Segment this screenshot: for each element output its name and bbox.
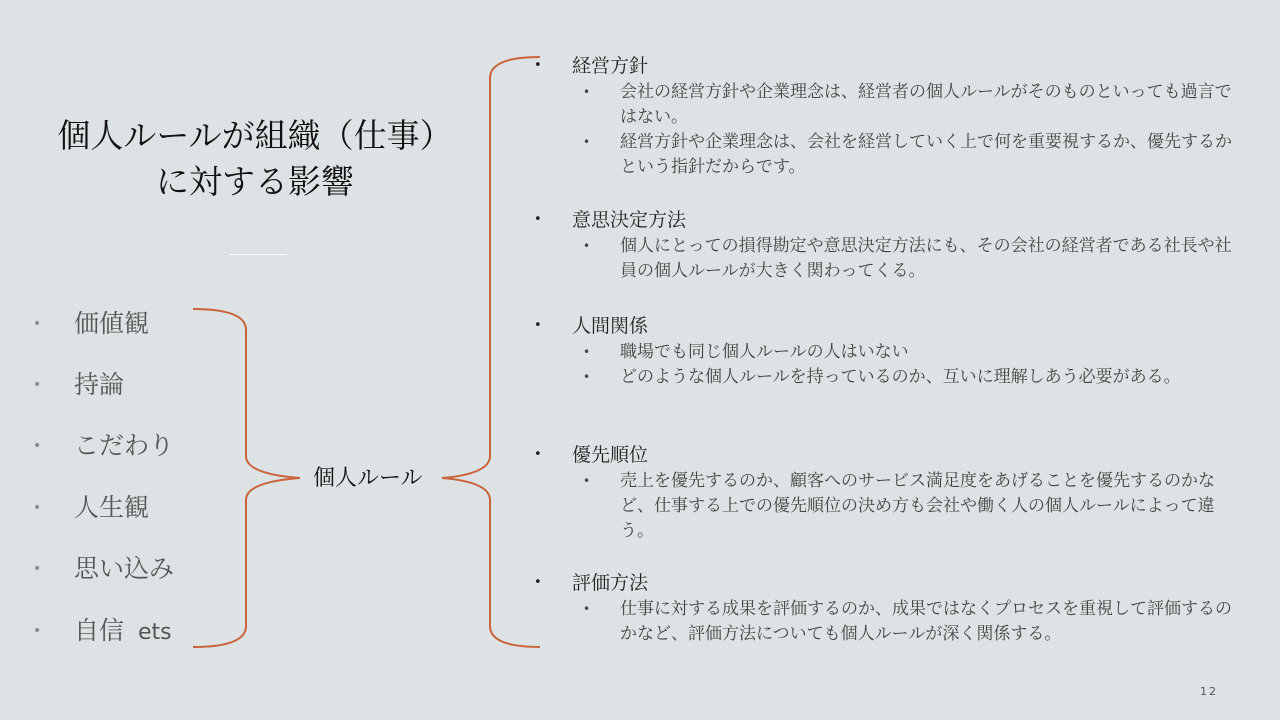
section-point-text: 会社の経営方針や企業理念は、経営者の個人ルールがそのものといっても過言ではない。: [620, 82, 1232, 127]
bullet-icon: •: [534, 318, 542, 333]
section-point: [530, 340, 1250, 365]
section-point: [530, 469, 1250, 544]
section-point: [530, 234, 1250, 284]
bullet-icon: •: [583, 85, 591, 99]
section-evaluation: [530, 569, 1250, 647]
list-item-label: 人生観: [74, 493, 150, 522]
section-point: [530, 597, 1250, 647]
section-point-text: 仕事に対する成果を評価するのか、成果ではなくプロセスを重視して評価するのかなど、評価方法についても個人ルールが深く関係する。: [620, 599, 1232, 644]
left-brace: [193, 309, 300, 647]
section-heading: [530, 206, 1250, 234]
list-item-label: 価値観: [74, 309, 150, 338]
section-point-text: 職場でも同じ個人ルールの人はいない: [620, 342, 909, 362]
bullet-icon: •: [33, 316, 42, 332]
section-heading-text: 評価方法: [572, 572, 649, 594]
section-point-text: 売上を優先するのか、顧客へのサービス満足度をあげることを優先するのかなど、仕事する上での優先順位の決め方も会社や働く人の個人ルールによって違う。: [620, 471, 1215, 541]
section-heading: [530, 569, 1250, 597]
bullet-icon: •: [534, 575, 542, 590]
section-heading-text: 経営方針: [572, 55, 649, 77]
title-line-2: に対する影響: [156, 162, 354, 201]
bullet-icon: •: [534, 447, 542, 462]
section-heading: [530, 312, 1250, 340]
right-brace: [442, 57, 540, 647]
bullet-icon: •: [534, 58, 542, 73]
list-item-extra: ets: [138, 620, 172, 645]
section-heading: [530, 441, 1250, 469]
section-point-text: どのような個人ルールを持っているのか、互いに理解しあう必要がある。: [620, 367, 1181, 387]
list-item-label: 思い込み: [74, 554, 175, 583]
bullet-icon: •: [33, 500, 42, 516]
center-label-personal-rule: 個人ルール: [313, 466, 423, 491]
bullet-icon: •: [33, 561, 42, 577]
section-point-text: 個人にとっての損得勘定や意思決定方法にも、その会社の経営者である社長や社員の個人ルールが大きく関わってくる。: [620, 236, 1232, 281]
bullet-icon: •: [583, 239, 591, 253]
section-heading: [530, 52, 1250, 80]
bullet-icon: •: [583, 135, 591, 149]
section-point: [530, 80, 1250, 130]
section-point-text: 経営方針や企業理念は、会社を経営していく上で何を重要視するか、優先するかという指針だからです。: [620, 132, 1232, 177]
section-priorities: [530, 441, 1250, 544]
section-relationships: [530, 312, 1250, 390]
list-item-label: 自信: [74, 616, 125, 645]
section-heading-text: 人間関係: [572, 315, 649, 337]
bullet-icon: •: [583, 602, 591, 616]
page-number: 12: [1200, 685, 1218, 698]
bullet-icon: •: [583, 474, 591, 488]
bullet-icon: •: [583, 370, 591, 384]
list-item-label: 持論: [74, 370, 125, 399]
bullet-icon: •: [33, 623, 42, 639]
bullet-icon: •: [33, 377, 42, 393]
bullet-icon: •: [583, 345, 591, 359]
title-line-1: 個人ルールが組織（仕事）: [57, 116, 453, 155]
section-decision-making: [530, 206, 1250, 284]
section-management-policy: [530, 52, 1250, 180]
section-point: [530, 130, 1250, 180]
section-point: [530, 365, 1250, 390]
list-item-label: こだわり: [74, 431, 175, 460]
bullet-icon: •: [534, 212, 542, 227]
section-heading-text: 優先順位: [572, 444, 649, 466]
bullet-icon: •: [33, 438, 42, 454]
section-heading-text: 意思決定方法: [572, 209, 687, 231]
